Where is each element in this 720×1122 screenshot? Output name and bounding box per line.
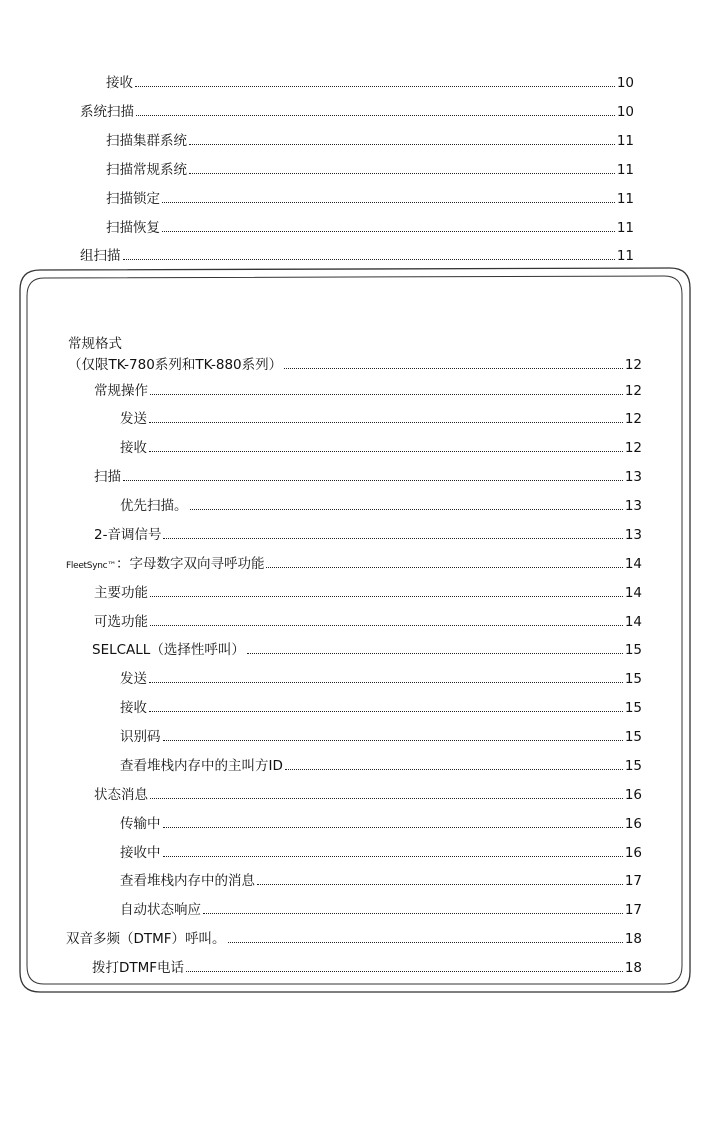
toc-entry-page: 17 [624,902,642,918]
toc-entry[interactable] [92,640,642,660]
leader-dots [150,596,623,597]
toc-entry[interactable] [66,554,642,574]
toc-entry-page: 18 [624,931,642,947]
toc-entry-label [66,554,264,576]
toc-entry-label: 扫描 [94,469,121,485]
leader-dots [285,769,623,770]
toc-entry[interactable] [94,467,642,487]
toc-entry-label: 发送 [120,411,147,427]
toc-entry[interactable] [120,669,642,689]
leader-dots [150,798,623,799]
toc-entry-page: 12 [624,440,642,456]
toc-entry-label: 优先扫描。 [120,498,188,514]
toc-entry-page: 17 [624,873,642,889]
toc-entry[interactable] [94,612,642,632]
toc-entry[interactable] [106,160,634,180]
leader-dots [163,538,622,539]
toc-entry[interactable] [94,785,642,805]
toc-entry-page: 15 [624,671,642,687]
toc-entry-page: 11 [616,248,634,264]
toc-entry-label: 可选功能 [94,614,148,630]
toc-entry-page: 16 [624,845,642,861]
leader-dots [162,231,615,232]
leader-dots [150,394,623,395]
leader-dots [150,625,623,626]
leader-dots [186,971,623,972]
toc-entry[interactable] [92,958,642,978]
toc-entry[interactable] [68,355,642,375]
toc-entry[interactable] [94,525,642,545]
toc-entry-page: 16 [624,816,642,832]
toc-entry-label: 状态消息 [94,787,148,803]
toc-entry-page: 14 [624,614,642,630]
toc-entry-label: 常规操作 [94,383,148,399]
leader-dots [149,711,623,712]
section-heading: 常规格式 [68,336,122,352]
toc-entry[interactable] [106,189,634,209]
leader-dots [135,86,615,87]
leader-dots [163,740,623,741]
toc-entry-page: 15 [624,729,642,745]
leader-dots [284,368,623,369]
toc-entry[interactable] [80,102,634,122]
toc-entry-page: 15 [624,642,642,658]
leader-dots [189,173,615,174]
leader-dots [247,653,623,654]
toc-entry[interactable] [120,409,642,429]
leader-dots [149,682,623,683]
toc-entry-label: 发送 [120,671,147,687]
toc-entry-label: 主要功能 [94,585,148,601]
toc-entry[interactable] [120,900,642,920]
toc-entry-page: 10 [616,75,634,91]
toc-entry-page: 15 [624,700,642,716]
toc-entry-page: 11 [616,191,634,207]
toc-entry[interactable] [106,218,634,238]
toc-entry-page: 11 [616,162,634,178]
toc-entry-label: 扫描常规系统 [106,162,187,178]
toc-entry-page: 15 [624,758,642,774]
leader-dots [266,567,622,568]
toc-entry[interactable] [66,929,642,949]
toc-entry[interactable] [120,698,642,718]
toc-entry-label: 接收 [120,440,147,456]
toc-entry-page: 13 [624,527,642,543]
leader-dots [162,202,615,203]
toc-entry-page: 18 [624,960,642,976]
toc-entry[interactable] [120,843,642,863]
toc-entry-label: 接收 [120,700,147,716]
leader-dots [136,115,615,116]
leader-dots [149,422,623,423]
toc-entry-page: 13 [624,498,642,514]
toc-entry-page: 12 [624,383,642,399]
leader-dots [190,509,623,510]
toc-entry[interactable] [120,814,642,834]
toc-entry-page: 12 [624,411,642,427]
toc-entry-label: 查看堆栈内存中的消息 [120,873,255,889]
toc-entry-page: 14 [624,585,642,601]
toc-entry-label: 接收 [106,75,133,91]
toc-entry-page: 14 [624,556,642,572]
fleetsync-trademark: FleetSync™ [66,561,116,571]
toc-entry-label: 系统扫描 [80,104,134,120]
toc-entry-label: 扫描锁定 [106,191,160,207]
toc-entry-page: 12 [624,357,642,373]
toc-entry-label: 传输中 [120,816,161,832]
toc-entry-label-text: ：字母数字双向寻呼功能 [115,556,265,572]
toc-entry-page: 11 [616,220,634,236]
leader-dots [163,827,623,828]
toc-entry[interactable] [106,73,634,93]
toc-entry[interactable] [120,727,642,747]
toc-entry-label: 接收中 [120,845,161,861]
toc-entry-label: 组扫描 [80,248,121,264]
toc-entry-label: 扫描集群系统 [106,133,187,149]
leader-dots [123,259,615,260]
toc-entry-label: 2-音调信号 [94,527,162,543]
toc-entry[interactable] [80,246,634,266]
toc-entry-page: 10 [616,104,634,120]
toc-entry[interactable] [120,438,642,458]
toc-entry[interactable] [94,583,642,603]
toc-entry-label: 查看堆栈内存中的主叫方ID [120,758,283,774]
leader-dots [189,144,615,145]
leader-dots [257,884,623,885]
leader-dots [123,480,623,481]
toc-entry-label: SELCALL（选择性呼叫） [92,642,245,658]
toc-entry-label: （仅限TK-780系列和TK-880系列） [68,357,283,373]
leader-dots [149,451,623,452]
toc-entry[interactable] [106,131,634,151]
toc-entry[interactable] [120,496,642,516]
toc-entry[interactable] [120,756,642,776]
leader-dots [163,856,623,857]
toc-entry-page: 11 [616,133,634,149]
leader-dots [228,942,623,943]
toc-entry-label: 自动状态响应 [120,902,201,918]
leader-dots [203,913,623,914]
toc-entry-page: 13 [624,469,642,485]
toc-entry-page: 16 [624,787,642,803]
toc-entry-label: 拨打DTMF电话 [92,960,185,976]
toc-entry-label: 双音多频（DTMF）呼叫。 [66,931,226,947]
toc-entry-label: 扫描恢复 [106,220,160,236]
toc-entry[interactable] [94,381,642,401]
toc-entry[interactable] [120,871,642,891]
toc-entry-label: 识别码 [120,729,161,745]
